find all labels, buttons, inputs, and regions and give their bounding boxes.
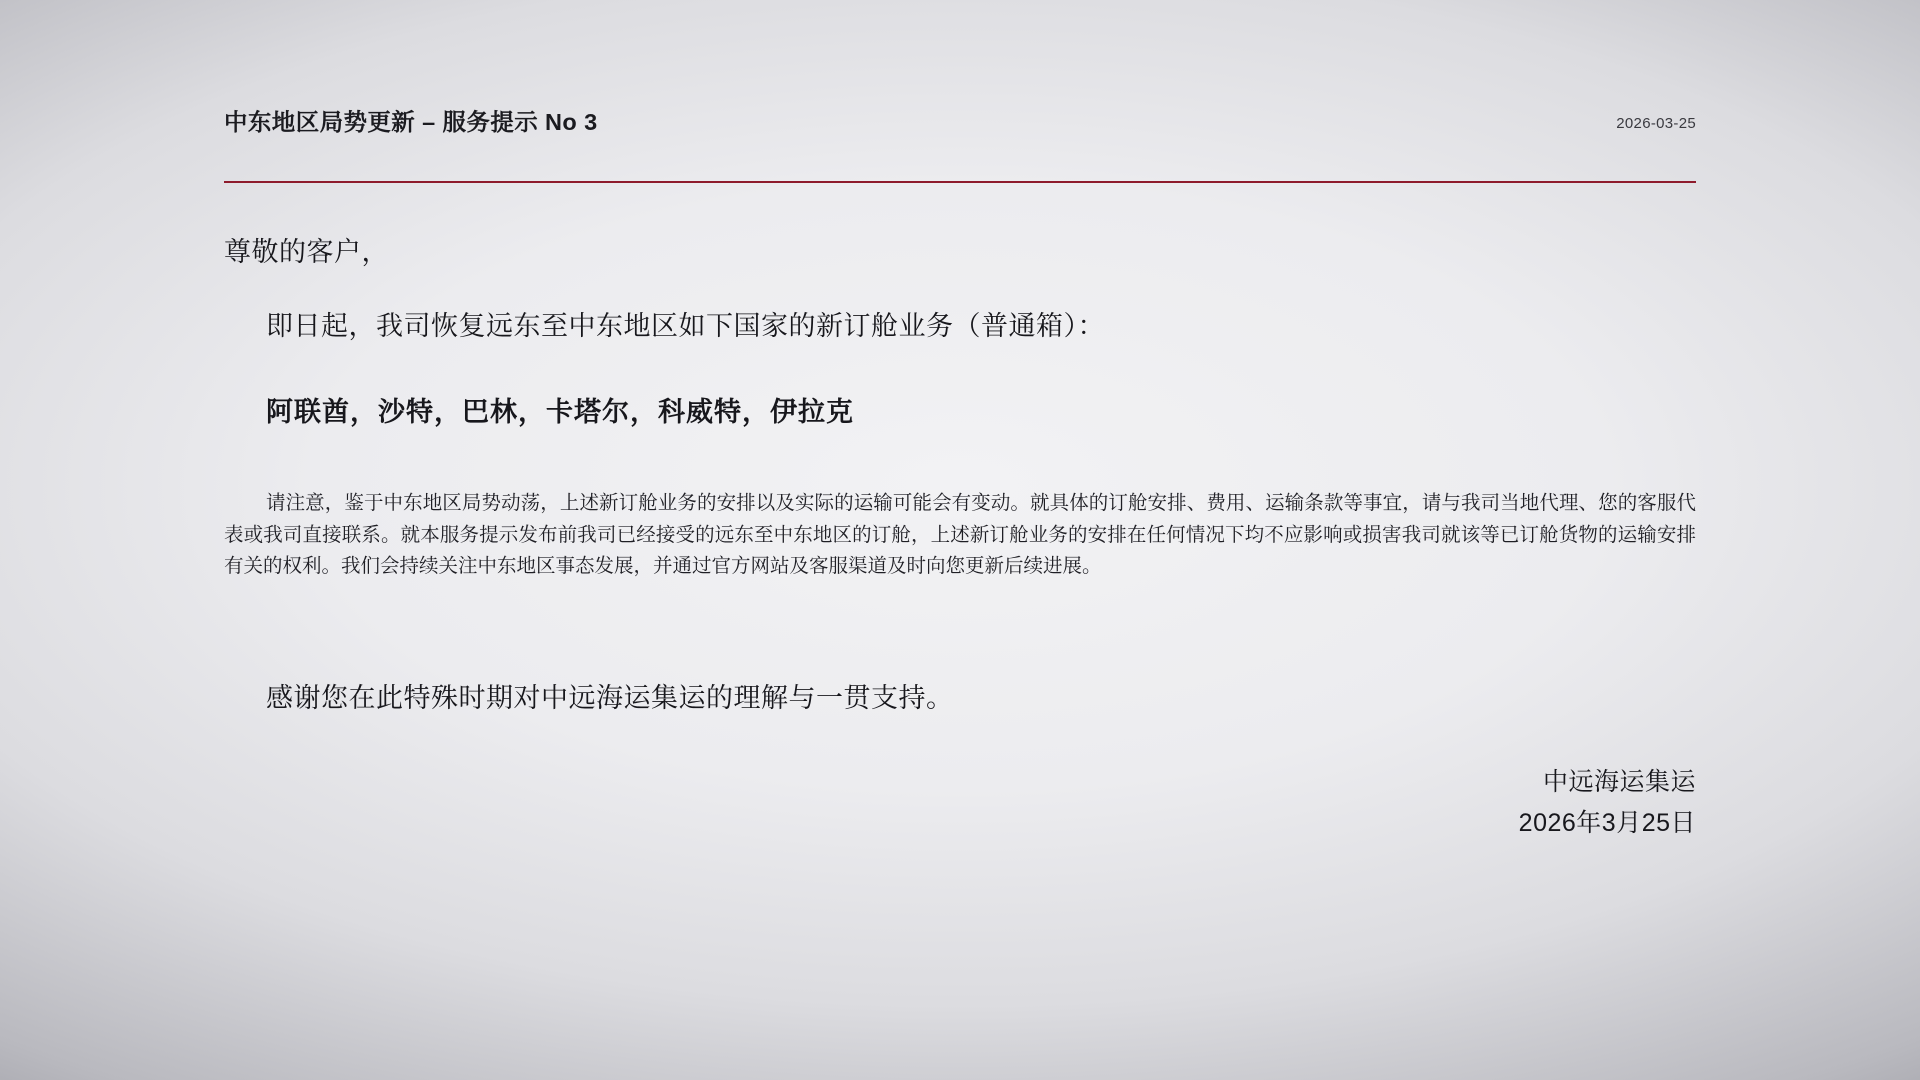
countries-list: 阿联酋，沙特，巴林，卡塔尔，科威特，伊拉克 xyxy=(266,397,854,427)
signature-block xyxy=(1519,762,1696,845)
document-content xyxy=(224,0,1696,1080)
document-date: 2026-03-25 xyxy=(1616,115,1696,133)
lead-paragraph: 即日起，我司恢复远东至中东地区如下国家的新订舱业务（普通箱）： xyxy=(266,311,1105,341)
signature-date: 2026年3月25日 xyxy=(1518,809,1696,838)
thanks-paragraph: 感谢您在此特殊时期对中远海运集运的理解与一贯支持。 xyxy=(266,683,954,713)
page-title: 中东地区局势更新 – 服务提示 No 3 xyxy=(224,109,598,135)
header-divider xyxy=(224,181,1696,183)
note-paragraph: 请注意，鉴于中东地区局势动荡，上述新订舱业务的安排以及实际的运输可能会有变动。就具体的订舱安排、费用、运输条款等事宜，请与我司当地代理、您的客服代表或我司直接联系。就本服务提示发布前我司已经接受的远东至中东地区的订舱，上述新订舱业务的安排在任何情况下均不应影响或损害我司就该等已订舱货物的运输安排有关的权利。我们会持续关注中东地区事态发展，并通过官方网站及客服渠道及时向您更新后续进展。 xyxy=(224,492,1696,578)
signature-company: 中远海运集运 xyxy=(1542,768,1696,796)
document-header xyxy=(224,108,1696,136)
salutation: 尊敬的客户， xyxy=(224,237,389,267)
